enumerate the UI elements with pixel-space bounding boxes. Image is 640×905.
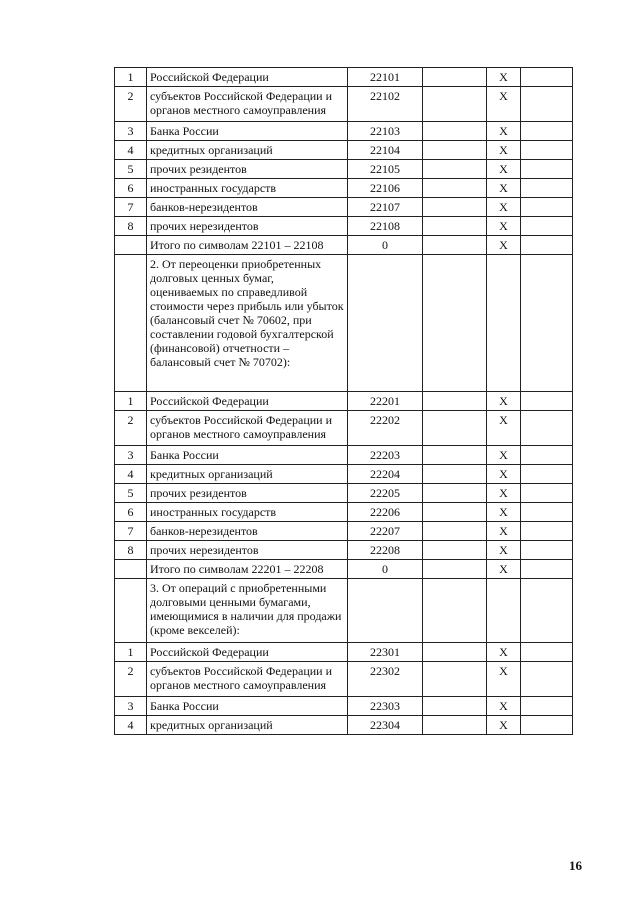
row-number: 2: [115, 87, 147, 122]
row-name: Итого по символам 22101 – 22108: [147, 236, 348, 255]
row-empty-cell: [521, 255, 573, 392]
row-name: субъектов Российской Федерации и органов местного самоуправления: [147, 87, 348, 122]
row-number: 8: [115, 217, 147, 236]
row-x-mark: [487, 579, 521, 643]
row-number: 5: [115, 160, 147, 179]
page-number: 16: [569, 858, 582, 873]
row-empty-cell: [423, 255, 487, 392]
row-name: кредитных организаций: [147, 465, 348, 484]
symbols-table: [114, 67, 573, 735]
row-x-mark: X: [487, 716, 521, 735]
row-empty-cell: [521, 579, 573, 643]
row-empty-cell: [423, 160, 487, 179]
row-number: 5: [115, 484, 147, 503]
row-name: 2. От переоценки приобретенных долговых ценных бумаг, оцениваемых по справедливой стоимости через прибыль или убыток (балансовый счет № 70602, при составлении годовой бухгалтерской (финансовой) отчетности – балансовый счет № 70702):: [147, 255, 348, 392]
row-number: 2: [115, 662, 147, 697]
row-symbol-code: 22303: [348, 697, 423, 716]
row-number: 8: [115, 541, 147, 560]
row-symbol-code: 22203: [348, 446, 423, 465]
row-symbol-code: 22301: [348, 643, 423, 662]
row-empty-cell: [423, 484, 487, 503]
row-empty-cell: [521, 697, 573, 716]
table-row: [115, 560, 573, 579]
row-number: 1: [115, 392, 147, 411]
row-symbol-code: [348, 255, 423, 392]
table-row: [115, 541, 573, 560]
row-symbol-code: 22204: [348, 465, 423, 484]
row-name: Российской Федерации: [147, 392, 348, 411]
row-empty-cell: [521, 87, 573, 122]
row-empty-cell: [521, 522, 573, 541]
row-number: [115, 579, 147, 643]
row-symbol-code: 22103: [348, 122, 423, 141]
row-x-mark: X: [487, 68, 521, 87]
row-empty-cell: [423, 446, 487, 465]
row-empty-cell: [521, 662, 573, 697]
row-empty-cell: [521, 465, 573, 484]
row-symbol-code: 22206: [348, 503, 423, 522]
row-symbol-code: 22102: [348, 87, 423, 122]
row-number: 4: [115, 716, 147, 735]
row-name: 3. От операций с приобретенными долговыми ценными бумагами, имеющимися в наличии для продажи (кроме векселей):: [147, 579, 348, 643]
row-empty-cell: [423, 716, 487, 735]
row-x-mark: X: [487, 392, 521, 411]
table-row: [115, 160, 573, 179]
row-x-mark: [487, 255, 521, 392]
row-x-mark: X: [487, 697, 521, 716]
row-name: Российской Федерации: [147, 643, 348, 662]
row-name: субъектов Российской Федерации и органов местного самоуправления: [147, 411, 348, 446]
table-row: [115, 236, 573, 255]
row-empty-cell: [521, 541, 573, 560]
row-empty-cell: [423, 541, 487, 560]
row-number: 7: [115, 522, 147, 541]
row-name: Российской Федерации: [147, 68, 348, 87]
table-body: [115, 68, 573, 735]
row-symbol-code: 22208: [348, 541, 423, 560]
row-x-mark: X: [487, 662, 521, 697]
row-name: иностранных государств: [147, 179, 348, 198]
table-row: [115, 697, 573, 716]
row-number: 6: [115, 503, 147, 522]
row-empty-cell: [521, 411, 573, 446]
row-empty-cell: [423, 68, 487, 87]
row-x-mark: X: [487, 411, 521, 446]
row-empty-cell: [423, 662, 487, 697]
row-x-mark: X: [487, 122, 521, 141]
row-empty-cell: [423, 522, 487, 541]
row-x-mark: X: [487, 522, 521, 541]
row-name: банков-нерезидентов: [147, 198, 348, 217]
row-symbol-code: 22205: [348, 484, 423, 503]
row-symbol-code: 22304: [348, 716, 423, 735]
row-number: 7: [115, 198, 147, 217]
row-empty-cell: [423, 411, 487, 446]
row-x-mark: X: [487, 446, 521, 465]
row-empty-cell: [521, 503, 573, 522]
row-empty-cell: [423, 236, 487, 255]
table-row: [115, 68, 573, 87]
table-row: [115, 141, 573, 160]
table-row: [115, 255, 573, 392]
row-symbol-code: 22105: [348, 160, 423, 179]
row-empty-cell: [521, 484, 573, 503]
row-symbol-code: 0: [348, 236, 423, 255]
row-x-mark: X: [487, 179, 521, 198]
table-row: [115, 503, 573, 522]
row-name: прочих нерезидентов: [147, 217, 348, 236]
row-name: прочих резидентов: [147, 484, 348, 503]
table-row: [115, 217, 573, 236]
row-name: субъектов Российской Федерации и органов местного самоуправления: [147, 662, 348, 697]
row-empty-cell: [521, 179, 573, 198]
row-empty-cell: [423, 560, 487, 579]
row-number: 4: [115, 465, 147, 484]
row-number: 4: [115, 141, 147, 160]
row-empty-cell: [423, 697, 487, 716]
row-name: Банка России: [147, 446, 348, 465]
row-x-mark: X: [487, 198, 521, 217]
row-name: банков-нерезидентов: [147, 522, 348, 541]
row-symbol-code: 22106: [348, 179, 423, 198]
row-number: [115, 255, 147, 392]
row-x-mark: X: [487, 484, 521, 503]
row-empty-cell: [521, 217, 573, 236]
table-row: [115, 465, 573, 484]
row-symbol-code: 22101: [348, 68, 423, 87]
row-symbol-code: 22107: [348, 198, 423, 217]
row-empty-cell: [423, 87, 487, 122]
row-empty-cell: [423, 198, 487, 217]
row-number: [115, 560, 147, 579]
row-empty-cell: [423, 579, 487, 643]
row-name: Банка России: [147, 122, 348, 141]
row-empty-cell: [521, 122, 573, 141]
row-number: 2: [115, 411, 147, 446]
row-number: 1: [115, 643, 147, 662]
row-empty-cell: [423, 122, 487, 141]
row-empty-cell: [521, 446, 573, 465]
row-empty-cell: [521, 643, 573, 662]
row-empty-cell: [521, 236, 573, 255]
table-row: [115, 87, 573, 122]
row-empty-cell: [521, 560, 573, 579]
row-symbol-code: 22202: [348, 411, 423, 446]
row-empty-cell: [423, 217, 487, 236]
row-empty-cell: [521, 68, 573, 87]
row-name: прочих резидентов: [147, 160, 348, 179]
row-x-mark: X: [487, 87, 521, 122]
row-empty-cell: [521, 716, 573, 735]
row-empty-cell: [521, 392, 573, 411]
row-empty-cell: [521, 141, 573, 160]
row-symbol-code: 22104: [348, 141, 423, 160]
row-symbol-code: 22201: [348, 392, 423, 411]
row-empty-cell: [423, 392, 487, 411]
row-number: 6: [115, 179, 147, 198]
row-number: 3: [115, 122, 147, 141]
table-row: [115, 446, 573, 465]
row-name: прочих нерезидентов: [147, 541, 348, 560]
table-row: [115, 392, 573, 411]
row-x-mark: X: [487, 503, 521, 522]
table-row: [115, 579, 573, 643]
row-empty-cell: [423, 503, 487, 522]
row-x-mark: X: [487, 236, 521, 255]
row-symbol-code: 22207: [348, 522, 423, 541]
row-name: Банка России: [147, 697, 348, 716]
table-row: [115, 198, 573, 217]
row-empty-cell: [521, 160, 573, 179]
row-x-mark: X: [487, 560, 521, 579]
row-symbol-code: 0: [348, 560, 423, 579]
table-row: [115, 122, 573, 141]
row-number: 3: [115, 446, 147, 465]
row-symbol-code: 22108: [348, 217, 423, 236]
row-name: иностранных государств: [147, 503, 348, 522]
row-name: кредитных организаций: [147, 716, 348, 735]
row-empty-cell: [423, 643, 487, 662]
row-name: кредитных организаций: [147, 141, 348, 160]
row-x-mark: X: [487, 541, 521, 560]
row-empty-cell: [423, 141, 487, 160]
table-row: [115, 662, 573, 697]
table-row: [115, 484, 573, 503]
row-x-mark: X: [487, 141, 521, 160]
row-empty-cell: [423, 465, 487, 484]
row-number: [115, 236, 147, 255]
table-row: [115, 716, 573, 735]
row-x-mark: X: [487, 217, 521, 236]
table-row: [115, 522, 573, 541]
row-empty-cell: [423, 179, 487, 198]
row-number: 1: [115, 68, 147, 87]
row-name: Итого по символам 22201 – 22208: [147, 560, 348, 579]
row-x-mark: X: [487, 465, 521, 484]
table-row: [115, 643, 573, 662]
row-symbol-code: 22302: [348, 662, 423, 697]
row-x-mark: X: [487, 643, 521, 662]
row-symbol-code: [348, 579, 423, 643]
row-x-mark: X: [487, 160, 521, 179]
row-empty-cell: [521, 198, 573, 217]
table-row: [115, 179, 573, 198]
row-number: 3: [115, 697, 147, 716]
table-row: [115, 411, 573, 446]
